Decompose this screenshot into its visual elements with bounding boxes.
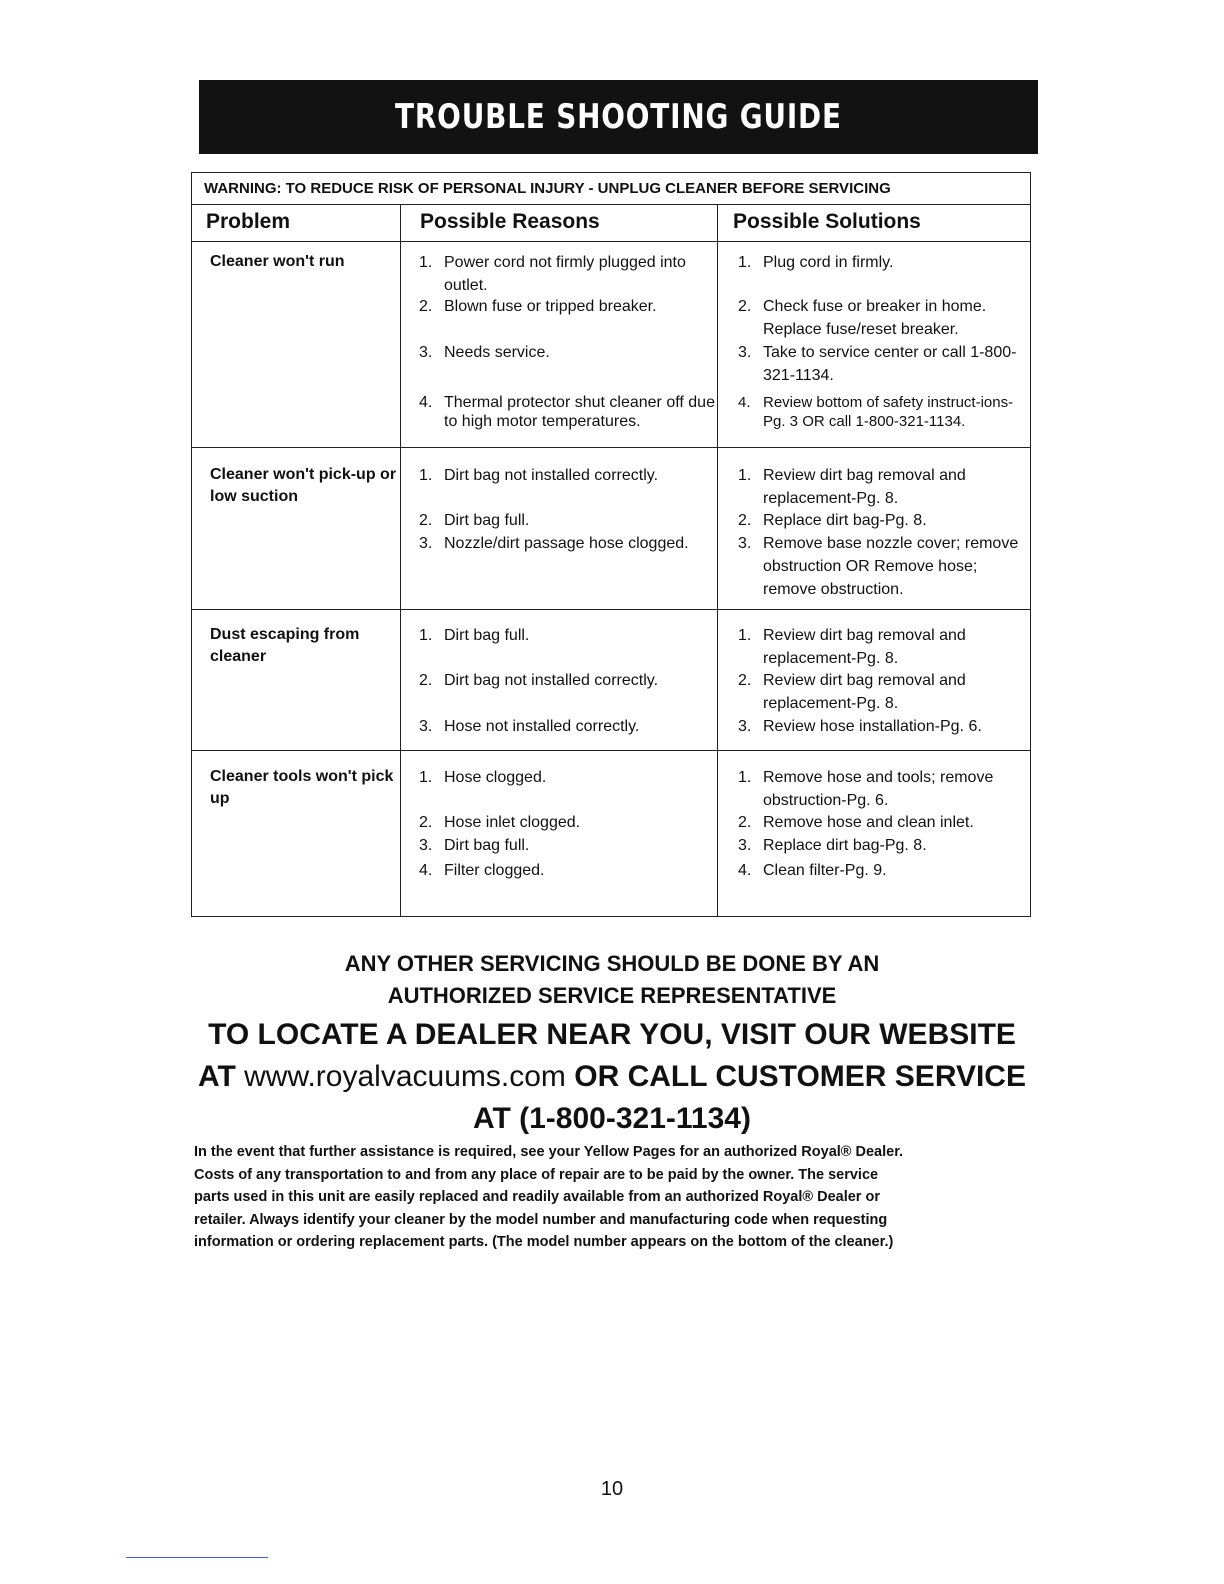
- fine-print-line: retailer. Always identify your cleaner by the model number and manufacturing code when requesting: [194, 1211, 888, 1228]
- divider: [126, 1557, 268, 1558]
- reason-item: 2. Dirt bag not installed correctly.: [419, 672, 659, 689]
- solution-item: 2. Review dirt bag removal and replacement-Pg. 8.: [738, 672, 966, 712]
- reason-item: 2. Hose inlet clogged.: [419, 814, 581, 831]
- page-title: TROUBLE SHOOTING GUIDE: [395, 97, 842, 137]
- fine-print-line: Costs of any transportation to and from any place of repair are to be paid by the owner. The service: [194, 1166, 879, 1183]
- reason-item: 4. Filter clogged.: [419, 862, 545, 879]
- reason-item: 1. Power cord not firmly plugged into outlet.: [419, 254, 686, 294]
- solution-item: 3. Replace dirt bag-Pg. 8.: [738, 837, 927, 854]
- dealer-info: [0, 1014, 1224, 1140]
- solution-item: 2. Replace dirt bag-Pg. 8.: [738, 512, 927, 529]
- solution-item: 3. Take to service center or call 1-800-321-1134.: [738, 344, 1017, 384]
- reason-item: 2. Dirt bag full.: [419, 512, 530, 529]
- fine-print: [194, 1141, 1032, 1254]
- header-solutions: Possible Solutions: [733, 210, 921, 233]
- reason-item: 3. Needs service.: [419, 344, 550, 361]
- website-link[interactable]: www.royalvacuums.com: [244, 1060, 566, 1093]
- fine-print-line: parts used in this unit are easily replaced and readily available from an authorized Royal® Dealer or: [194, 1189, 880, 1205]
- fine-print-line: In the event that further assistance is required, see your Yellow Pages for an authorized Royal® Dealer.: [194, 1144, 904, 1160]
- solution-item: 3. Remove base nozzle cover; remove obstruction OR Remove hose; remove obstruction.: [738, 535, 1019, 598]
- reason-item: 3. Hose not installed correctly.: [419, 718, 640, 735]
- reason-item: 1. Dirt bag full.: [419, 627, 530, 644]
- row-divider: [192, 609, 1030, 610]
- reason-item: 1. Dirt bag not installed correctly.: [419, 467, 659, 484]
- header-problem: Problem: [206, 210, 291, 233]
- dealer-line: AT www.royalvacuums.com OR CALL CUSTOMER SERVICE: [198, 1060, 1026, 1093]
- problem-cell: Dust escaping from cleaner: [210, 626, 360, 665]
- page-number: 10: [600, 1478, 624, 1500]
- problem-cell: Cleaner tools won't pick up: [210, 768, 394, 807]
- service-note-line: ANY OTHER SERVICING SHOULD BE DONE BY AN: [344, 951, 880, 976]
- solution-item: 2. Check fuse or breaker in home. Replace fuse/reset breaker.: [738, 298, 987, 338]
- service-note: [0, 948, 1224, 1012]
- header-reasons: Possible Reasons: [420, 210, 600, 233]
- solution-item: 3. Review hose installation-Pg. 6.: [738, 718, 982, 735]
- title-banner: [199, 80, 1038, 154]
- solution-item: 4. Clean filter-Pg. 9.: [738, 862, 887, 879]
- row-divider: [192, 447, 1030, 448]
- troubleshooting-table: [191, 172, 1031, 917]
- service-note-line: AUTHORIZED SERVICE REPRESENTATIVE: [387, 983, 837, 1008]
- reason-item: 4. Thermal protector shut cleaner off due to high motor temperatures.: [419, 394, 715, 430]
- warning-text: WARNING: TO REDUCE RISK OF PERSONAL INJURY - UNPLUG CLEANER BEFORE SERVICING: [192, 173, 1030, 205]
- reason-item: 3. Nozzle/dirt passage hose clogged.: [419, 535, 689, 552]
- header-divider: [192, 241, 1030, 242]
- phone-line: AT (1-800-321-1134): [473, 1102, 751, 1135]
- problem-cell: Cleaner won't pick-up or low suction: [210, 466, 397, 505]
- solution-item: 4. Review bottom of safety instruct-ions-Pg. 3 OR call 1-800-321-1134.: [738, 394, 1014, 430]
- reason-item: 1. Hose clogged.: [419, 769, 547, 786]
- solution-item: 1. Plug cord in firmly.: [738, 254, 894, 271]
- solution-item: 2. Remove hose and clean inlet.: [738, 814, 974, 831]
- solution-item: 1. Remove hose and tools; remove obstruction-Pg. 6.: [738, 769, 994, 809]
- row-divider: [192, 750, 1030, 751]
- column-divider: [400, 205, 401, 916]
- solution-item: 1. Review dirt bag removal and replacement-Pg. 8.: [738, 467, 966, 507]
- dealer-line: TO LOCATE A DEALER NEAR YOU, VISIT OUR WEBSITE: [208, 1018, 1016, 1051]
- problem-cell: Cleaner won't run: [210, 253, 345, 270]
- fine-print-line: information or ordering replacement parts. (The model number appears on the bottom of the cleaner.): [194, 1234, 894, 1250]
- solution-item: 1. Review dirt bag removal and replacement-Pg. 8.: [738, 627, 966, 667]
- reason-item: 3. Dirt bag full.: [419, 837, 530, 854]
- reason-item: 2. Blown fuse or tripped breaker.: [419, 298, 657, 315]
